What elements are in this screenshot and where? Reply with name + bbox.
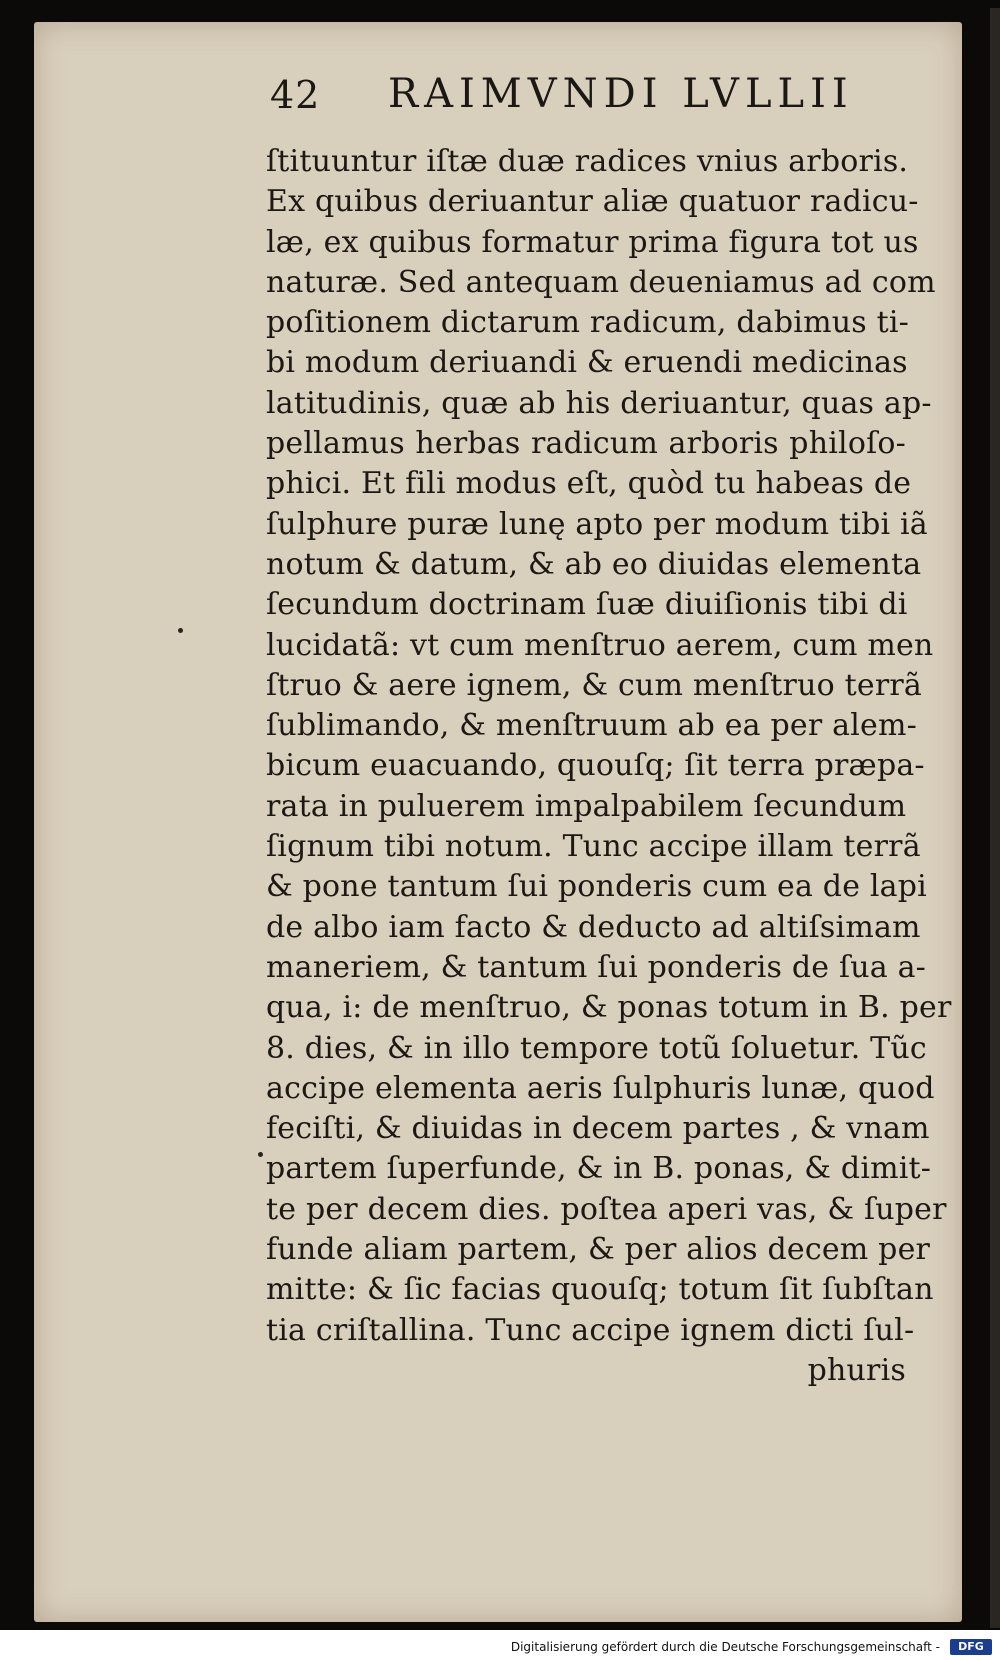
text-line: phici. Et fili modus eſt, quòd tu habeas de — [266, 466, 912, 502]
text-line: pellamus herbas radicum arboris philoſo- — [266, 426, 906, 462]
text-line: bicum euacuando, quouſq; ſit terra præpa- — [266, 748, 925, 784]
text-line: ſtruo & aere ignem, & cum menſtruo terrã — [266, 667, 922, 703]
text-line: funde aliam partem, & per alios decem per — [266, 1232, 931, 1268]
text-line: mitte: & ſic facias quouſq; totum ſit ſubſtan — [266, 1272, 934, 1308]
text-line: phuris — [807, 1352, 906, 1388]
text-line: latitudinis, quæ ab his deriuantur, quas ap- — [266, 385, 932, 421]
text-line: lucidatã: vt cum menſtruo aerem, cum men — [266, 627, 934, 663]
text-line: ſtituuntur iſtæ duæ radices vnius arboris. — [266, 144, 909, 179]
text-line: ſignum tibi notum. Tunc accipe illam terrã — [266, 829, 921, 865]
text-line: de albo iam facto & deducto ad altiſsimam — [266, 909, 921, 945]
text-line: qua, i: de menſtruo, & ponas totum in B. per — [266, 990, 952, 1026]
text-line: accipe elementa aeris ſulphuris lunæ, quod — [266, 1070, 935, 1106]
text-line: feciſti, & diuidas in decem partes , & vnam — [266, 1111, 930, 1147]
footer-credit: Digitalisierung gefördert durch die Deutsche Forschungsgemeinschaft - — [510, 1640, 940, 1654]
footer-bar — [0, 1630, 1000, 1660]
text-line: te per decem dies. poſtea aperi vas, & ſuper — [266, 1191, 947, 1227]
text-line: Ex quibus deriuantur aliæ quatuor radicu- — [266, 184, 919, 220]
text-line: partem ſuperfunde, & in B. ponas, & dimit- — [266, 1151, 932, 1187]
text-line: ſecundum doctrinam ſuæ diuiſionis tibi di — [266, 587, 908, 623]
text-line: poſitionem dictarum radicum, dabimus ti- — [266, 305, 909, 341]
running-head-title: RAIMVNDI LVLLII — [388, 71, 854, 117]
running-head — [270, 65, 890, 127]
text-line: læ, ex quibus formatur prima figura tot us — [266, 224, 919, 260]
text-line: 8. dies, & in illo tempore totũ ſoluetur. Tũc — [266, 1030, 927, 1066]
text-line: maneriem, & tantum ſui ponderis de ſua a- — [266, 949, 927, 985]
text-line: ſulphure puræ lunę apto per modum tibi iã — [266, 506, 928, 542]
text-line: tia criſtallina. Tunc accipe ignem dicti ſul- — [266, 1312, 915, 1348]
text-line: naturæ. Sed antequam deueniamus ad com — [266, 264, 936, 300]
text-line: bi modum deriuandi & eruendi medicinas — [266, 345, 908, 381]
text-line: & pone tantum ſui ponderis cum ea de lapi — [266, 869, 927, 905]
body-text — [266, 142, 952, 1391]
page-number: 42 — [270, 73, 321, 117]
margin-mark — [258, 1152, 263, 1157]
text-line: notum & datum, & ab eo diuidas elementa — [266, 546, 922, 582]
dfg-logo: DFG — [950, 1639, 992, 1655]
page-edge-shadow — [990, 8, 1000, 1628]
text-line: rata in puluerem impalpabilem ſecundum — [266, 788, 907, 824]
margin-mark — [178, 628, 183, 633]
text-line: ſublimando, & menſtruum ab ea per alem- — [266, 708, 917, 744]
